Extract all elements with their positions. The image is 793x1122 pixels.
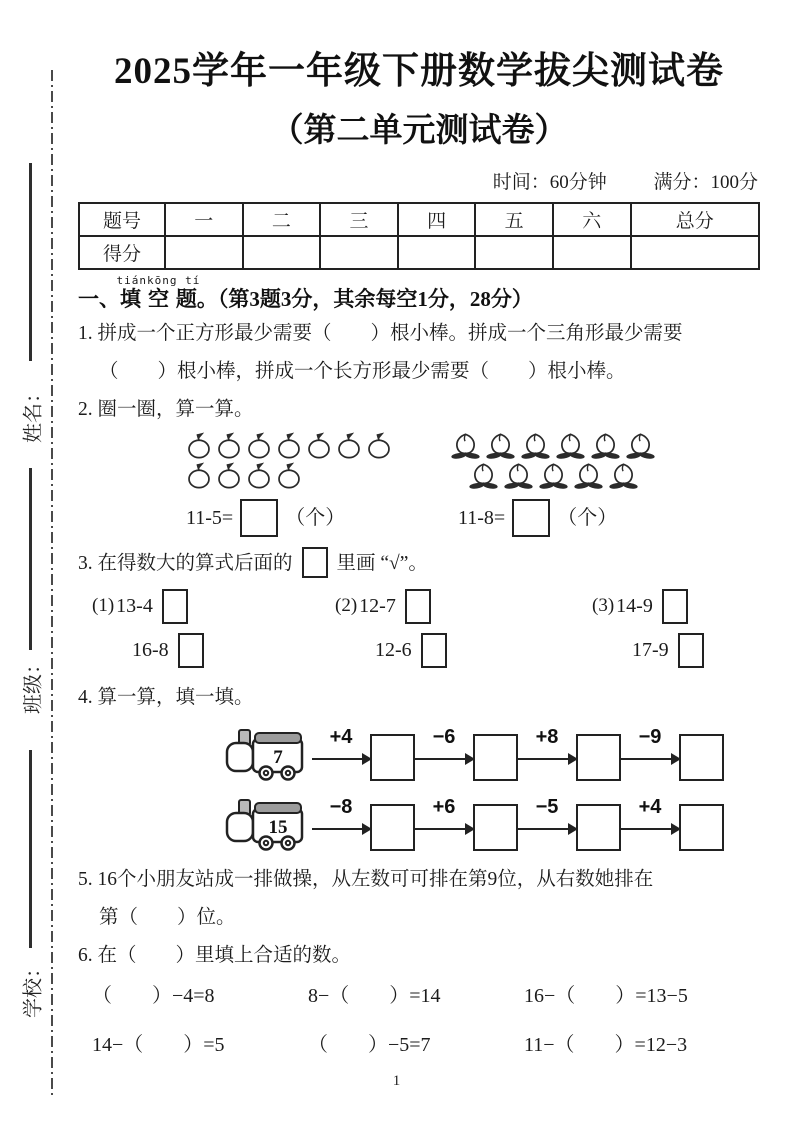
- header-cell: 题号: [79, 203, 165, 236]
- questions-area: [78, 315, 760, 1057]
- header-cell: 二: [243, 203, 321, 236]
- fruit-group-peaches: [450, 431, 656, 537]
- apple-icon: [246, 431, 272, 460]
- answer-box: [679, 734, 724, 781]
- expression: 12-6: [375, 638, 412, 661]
- q3-item: [92, 585, 335, 627]
- equation-text: 11-8=: [458, 507, 506, 530]
- apple-icon: [276, 431, 302, 460]
- expression: 13-4: [116, 594, 153, 617]
- section-prefix: 一、: [78, 287, 120, 312]
- score-table: [78, 202, 760, 270]
- peach-icon: [503, 461, 534, 490]
- answer-box: [678, 633, 704, 668]
- q3-item: [592, 585, 704, 627]
- question-6-label: 6. 在（ ）里填上合适的数。: [78, 945, 352, 967]
- q6-equation: （ ）−5=7: [308, 1034, 431, 1057]
- expression: 16-8: [132, 638, 169, 661]
- header-cell: 三: [320, 203, 398, 236]
- header-cell: 总分: [631, 203, 759, 236]
- fruit-row: [186, 461, 392, 490]
- chain-start-number: 7: [273, 747, 283, 769]
- answer-box: [512, 499, 550, 537]
- paper-content: [78, 0, 760, 1057]
- peach-icon: [520, 431, 551, 460]
- operation-label: +4: [638, 796, 662, 819]
- page-title: 2025学年一年级下册数学拔尖测试卷: [114, 51, 724, 92]
- score-value-cell: [243, 236, 321, 269]
- question-6-grid: [78, 979, 760, 1057]
- apple-equation: [186, 499, 392, 537]
- page-subtitle: （第二单元测试卷）: [270, 113, 568, 150]
- full-score-info: 满分：100分: [653, 172, 758, 194]
- question-4-label: 4. 算一算，填一填。: [78, 687, 254, 709]
- binding-dashed-line: [51, 70, 53, 1098]
- school-blank-line: [29, 750, 32, 948]
- expression: 14-9: [616, 594, 653, 617]
- apple-icon: [186, 431, 212, 460]
- question-3-label: [78, 545, 760, 583]
- unit-text: （个）: [285, 507, 346, 530]
- apple-icon: [216, 431, 242, 460]
- apple-rows: [186, 431, 392, 490]
- operation-label: +4: [329, 726, 353, 749]
- peach-icon: [538, 461, 569, 490]
- q3-label-before: 3. 在得数大的算式后面的: [78, 553, 293, 575]
- q3-item: [592, 629, 704, 671]
- answer-box: [302, 547, 328, 578]
- q3-label-after: 里画 “√”。: [336, 553, 428, 575]
- arrow-right-icon: [312, 723, 370, 781]
- question-2-label: 2. 圈一圈，算一算。: [78, 399, 254, 421]
- arrow-right-icon: [415, 793, 473, 851]
- item-index: (1): [92, 595, 115, 617]
- apple-icon: [336, 431, 362, 460]
- score-value-cell: [165, 236, 243, 269]
- question-2-body: [78, 431, 760, 537]
- chain-start-number: 15: [268, 817, 288, 839]
- fruit-group-apples: [186, 431, 392, 537]
- train-icon: [224, 725, 310, 781]
- q6-equation: （ ）−4=8: [92, 985, 215, 1008]
- class-label: 班级：: [22, 654, 45, 714]
- answer-box: [473, 734, 518, 781]
- answer-box: [240, 499, 278, 537]
- arrow-right-icon: [621, 723, 679, 781]
- operation-label: −8: [329, 796, 353, 819]
- arrow-right-icon: [518, 793, 576, 851]
- score-table-value-row: [79, 236, 759, 269]
- exam-info-line: [78, 167, 760, 194]
- q3-item: [92, 629, 335, 671]
- score-table-header-row: [79, 203, 759, 236]
- equation-text: 11-5=: [186, 507, 234, 530]
- apple-icon: [306, 431, 332, 460]
- q3-column-3: [592, 585, 704, 671]
- q6-equation: 8−（ ）=14: [308, 985, 441, 1008]
- header-cell: 六: [553, 203, 631, 236]
- answer-box: [421, 633, 447, 668]
- train-icon: [224, 795, 310, 851]
- score-value-cell: [631, 236, 759, 269]
- question-3-grid: [78, 585, 760, 671]
- score-value-cell: [320, 236, 398, 269]
- expression: 17-9: [632, 638, 669, 661]
- answer-box: [576, 804, 621, 851]
- section-word-with-pinyin: [116, 274, 201, 312]
- peach-icon: [608, 461, 639, 490]
- answer-box: [576, 734, 621, 781]
- peach-icon: [625, 431, 656, 460]
- q3-item: [335, 629, 592, 671]
- score-value-cell: [553, 236, 631, 269]
- question-1-line-2: （ ）根小棒，拼成一个长方形最少需要（ ）根小棒。: [99, 361, 626, 383]
- arrow-right-icon: [312, 793, 370, 851]
- arrow-right-icon: [415, 723, 473, 781]
- question-1-line-1: 1. 拼成一个正方形最少需要（ ）根小棒。拼成一个三角形最少需要: [78, 323, 683, 345]
- score-value-cell: [398, 236, 476, 269]
- answer-box: [473, 804, 518, 851]
- header-cell: 四: [398, 203, 476, 236]
- section-one-heading: [78, 275, 760, 311]
- fruit-row: [450, 461, 656, 490]
- answer-box: [405, 589, 431, 624]
- peach-icon: [555, 431, 586, 460]
- answer-box: [370, 804, 415, 851]
- name-label: 姓名：: [22, 383, 45, 443]
- apple-icon: [186, 461, 212, 490]
- operation-label: −9: [638, 726, 662, 749]
- expression: 12-7: [359, 594, 396, 617]
- header-cell: 一: [165, 203, 243, 236]
- peach-icon: [573, 461, 604, 490]
- apple-icon: [276, 461, 302, 490]
- operation-label: −5: [535, 796, 559, 819]
- number-chain-1: [224, 723, 760, 781]
- answer-box: [662, 589, 688, 624]
- apple-icon: [246, 461, 272, 490]
- item-index: (2): [335, 595, 358, 617]
- header-cell: 五: [475, 203, 553, 236]
- question-5-line-2: 第（ ）位。: [99, 907, 236, 929]
- section-word: 填空题: [116, 287, 201, 312]
- fruit-row: [450, 431, 656, 460]
- arrow-right-icon: [518, 723, 576, 781]
- section-word-pinyin: tiánkōng tí: [116, 274, 201, 288]
- peach-equation: [450, 499, 656, 537]
- answer-box: [679, 804, 724, 851]
- item-index: (3): [592, 595, 615, 617]
- section-suffix: 。（第3题3分，其余每空1分，28分）: [196, 287, 533, 312]
- answer-box: [178, 633, 204, 668]
- q3-column-2: [335, 585, 592, 671]
- operation-label: +8: [535, 726, 559, 749]
- apple-icon: [216, 461, 242, 490]
- arrow-right-icon: [621, 793, 679, 851]
- answer-box: [370, 734, 415, 781]
- peach-icon: [450, 431, 481, 460]
- page-number: 1: [392, 1073, 401, 1089]
- peach-icon: [485, 431, 516, 460]
- score-value-cell: [475, 236, 553, 269]
- q3-item: [335, 585, 592, 627]
- question-5-line-1: 5. 16个小朋友站成一排做操，从左数可可排在第9位，从右数她排在: [78, 869, 654, 891]
- apple-icon: [366, 431, 392, 460]
- operation-label: +6: [432, 796, 456, 819]
- operation-label: −6: [432, 726, 456, 749]
- fruit-row: [186, 431, 392, 460]
- q3-column-1: [92, 585, 335, 671]
- row-label-cell: 得分: [79, 236, 165, 269]
- number-chain-2: [224, 793, 760, 851]
- q6-equation: 14−（ ）=5: [92, 1034, 225, 1057]
- peach-icon: [468, 461, 499, 490]
- peach-rows: [450, 431, 656, 490]
- time-info: 时间：60分钟: [492, 172, 607, 194]
- school-label: 学校：: [22, 958, 45, 1018]
- unit-text: （个）: [557, 507, 618, 530]
- class-blank-line: [29, 468, 32, 650]
- q6-equation: 16−（ ）=13−5: [524, 985, 688, 1008]
- peach-icon: [590, 431, 621, 460]
- name-blank-line: [29, 163, 32, 361]
- answer-box: [162, 589, 188, 624]
- q6-equation: 11−（ ）=12−3: [524, 1034, 688, 1057]
